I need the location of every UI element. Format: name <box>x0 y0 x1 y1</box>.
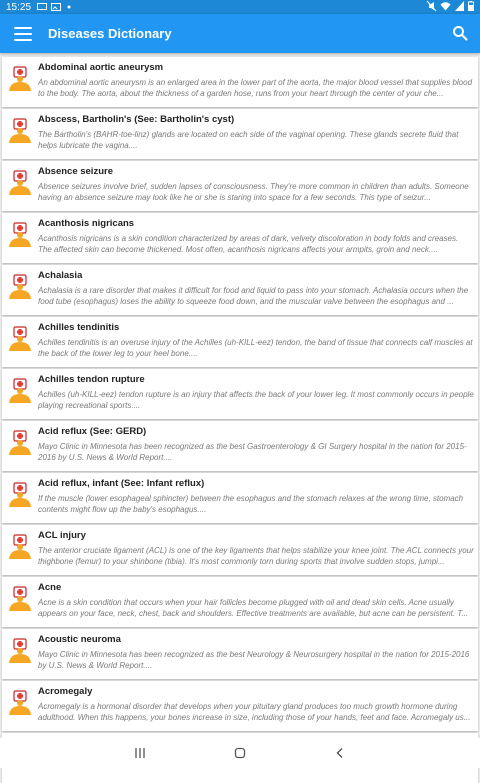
doctor-icon <box>6 65 34 93</box>
system-nav-bar <box>0 738 480 768</box>
item-description: Achalasia is a rare disorder that makes it difficult for food and liquid to pass into your stomach. Achalasia occurs when the food tube (esophagus) loses the ability to squeeze food down, and the muscular valve between the esophagus and ... <box>38 286 469 306</box>
doctor-icon <box>6 117 34 145</box>
list-item[interactable] <box>2 473 478 523</box>
back-button[interactable] <box>290 738 390 768</box>
list-item[interactable] <box>2 317 478 367</box>
doctor-icon <box>6 585 34 613</box>
item-description: Acne is a skin condition that occurs when your hair follicles become plugged with oil and dead skin cells. Acne usually appears on your face, neck, chest, back and shoulders. Effective treatments are available, but acne can be persistent. T... <box>38 598 469 618</box>
item-title: Acoustic neuroma <box>38 634 121 645</box>
item-title: Acromegaly <box>38 686 93 697</box>
disease-list[interactable] <box>0 55 480 738</box>
menu-icon[interactable] <box>14 27 32 41</box>
list-item[interactable] <box>2 681 478 731</box>
item-title: ACL injury <box>38 530 86 541</box>
list-item[interactable] <box>2 161 478 211</box>
message-icon <box>37 3 47 11</box>
search-icon[interactable] <box>452 25 468 41</box>
status-bar <box>0 0 480 14</box>
list-item[interactable] <box>2 57 478 107</box>
item-description: Acromegaly is a hormonal disorder that develops when your pituitary gland produces too much growth hormone during adulthood. When this happens, your bones increase in size, including those of your hands, feet and face. Acromegaly us... <box>38 702 471 722</box>
app-title: Diseases Dictionary <box>48 26 172 41</box>
doctor-icon <box>6 377 34 405</box>
more-dots-icon <box>65 3 73 11</box>
item-description: Achilles (uh-KILL-eez) tendon rupture is an injury that affects the back of your lower leg. It most commonly occurs in people playing recreational sports.... <box>38 390 474 410</box>
item-description: The anterior cruciate ligament (ACL) is one of the key ligaments that helps stabilize your knee joint. The ACL connects your thighbone (femur) to your shinbone (tibia). It's most commonly torn during sports that involve sudden stops, jumpi... <box>38 546 474 566</box>
item-title: Abdominal aortic aneurysm <box>38 62 164 73</box>
doctor-icon <box>6 325 34 353</box>
item-title: Achilles tendon rupture <box>38 374 145 385</box>
doctor-icon <box>6 221 34 249</box>
item-description: Mayo Clinic in Minnesota has been recognized as the best Gastroenterology & GI Surgery hospital in the nation for 2015-2016 by U.S. News & World Report.... <box>38 442 467 462</box>
item-title: Absence seizure <box>38 166 113 177</box>
list-item[interactable] <box>2 525 478 575</box>
signal-icon <box>455 1 464 11</box>
doctor-icon <box>6 637 34 665</box>
photo-icon <box>51 3 61 11</box>
item-title: Acne <box>38 582 62 593</box>
app-bar <box>0 14 480 53</box>
home-button[interactable] <box>190 738 290 768</box>
item-description: Mayo Clinic in Minnesota has been recognized as the best Neurology & Neurosurgery hospital in the nation for 2015-2016 by U.S. News & World Report.... <box>38 650 470 670</box>
list-item[interactable] <box>2 629 478 679</box>
item-title: Abscess, Bartholin's (See: Bartholin's cyst) <box>38 114 235 125</box>
doctor-icon <box>6 533 34 561</box>
list-item[interactable] <box>2 369 478 419</box>
item-title: Acid reflux (See: GERD) <box>38 426 147 437</box>
home-icon <box>234 747 246 759</box>
list-item[interactable] <box>2 577 478 627</box>
battery-icon <box>468 1 474 11</box>
item-description: The Bartholin's (BAHR-toe-linz) glands are located on each side of the vaginal opening. These glands secrete fluid that helps lubricate the vagina.... <box>38 130 459 150</box>
back-icon <box>334 747 346 759</box>
doctor-icon <box>6 169 34 197</box>
doctor-icon <box>6 481 34 509</box>
item-description: Achilles tendinitis is an overuse injury of the Achilles (uh-KILL-eez) tendon, the band of tissue that connects calf muscles at the back of the lower leg to your heel bone.... <box>38 338 473 358</box>
item-title: Acanthosis nigricans <box>38 218 135 229</box>
item-description: An abdominal aortic aneurysm is an enlarged area in the lower part of the aorta, the major blood vessel that supplies blood to the body. The aorta, about the thickness of a garden hose, runs from your heart through the center of your che... <box>38 78 473 98</box>
list-item[interactable] <box>2 421 478 471</box>
list-item[interactable] <box>2 265 478 315</box>
item-description: Acanthosis nigricans is a skin condition characterized by areas of dark, velvety discoloration in body folds and creases. The affected skin can become thickened. Most often, acanthosis nigricans affects your armpits, groin and neck.... <box>38 234 459 254</box>
list-item[interactable] <box>2 109 478 159</box>
wifi-icon <box>440 1 451 11</box>
item-title: Achilles tendinitis <box>38 322 120 333</box>
doctor-icon <box>6 273 34 301</box>
status-time: 15:25 <box>6 1 32 13</box>
recents-button[interactable] <box>90 738 190 768</box>
recents-icon <box>134 747 146 759</box>
doctor-icon <box>6 689 34 717</box>
item-title: Achalasia <box>38 270 83 281</box>
mute-icon <box>427 1 436 11</box>
item-description: Absence seizures involve brief, sudden lapses of consciousness. They're more common in children than adults. Someone having an absence seizure may look like he or she is staring into space for a few seconds. This type of seizur... <box>38 182 469 202</box>
item-description: If the muscle (lower esophageal sphincter) between the esophagus and the stomach relaxes at the wrong time, stomach contents might flow up the baby's esophagus.... <box>38 494 464 514</box>
item-title: Acid reflux, infant (See: Infant reflux) <box>38 478 205 489</box>
doctor-icon <box>6 429 34 457</box>
list-item[interactable] <box>2 213 478 263</box>
